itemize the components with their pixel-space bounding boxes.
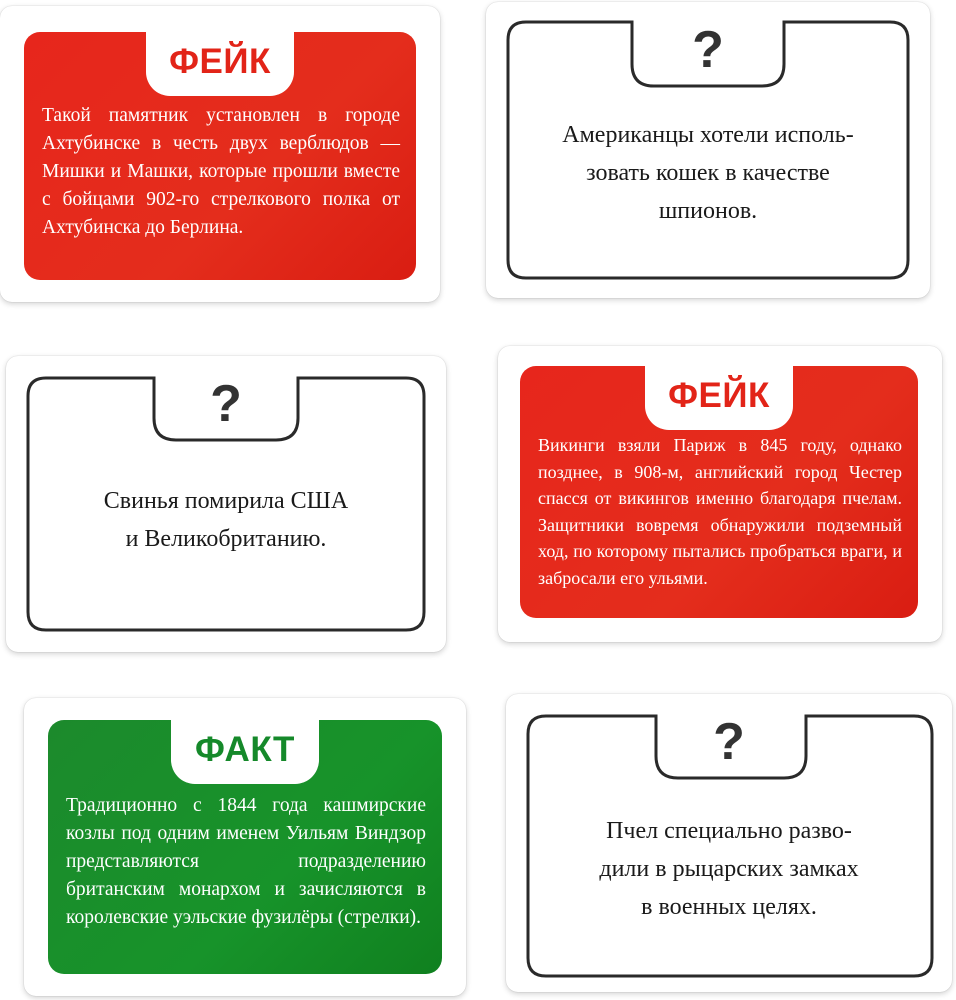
question-mark-icon: ?: [692, 21, 724, 79]
question-mark-icon: ?: [713, 713, 745, 771]
answer-panel: [48, 720, 442, 974]
card-answer-text: Традиционно с 1844 года кашмирские козлы под одним именем Уильям Виндзор представляются подразделению британским монархом и зачисляются в королевские уэльские фузилёры (стрелки).: [66, 795, 426, 928]
question-mark-icon: ?: [210, 375, 242, 433]
card-fake-vikings: [498, 346, 942, 642]
card-question-text: Пчел специально разво- дили в рыцарских замках в военных целях.: [599, 818, 859, 920]
card-answer-text: Викинги взяли Париж в 845 году, однако позднее, в 908-м, английский город Честер спасся от викингов именно благодаря пчелам. Защитники вовремя обнаружили подземный ход, по которому пытались пробраться враги, и забросали его ульями.: [538, 435, 902, 588]
card-answer-text: Такой памятник установлен в городе Ахтубинске в честь двух верблюдов — Мишки и Машки, которые прошли вместе с бойцами 902-го стрелкового полка от Ахтубинска до Берлина.: [42, 105, 400, 238]
card-question-text: Свинья помирила США и Великобританию.: [103, 488, 349, 552]
card-fake-camels: [0, 6, 440, 302]
card-question-cats: [486, 2, 930, 298]
card-label-badge: ФЕЙК: [645, 362, 793, 430]
card-label-badge: ФЕЙК: [146, 28, 294, 96]
card-question-pig: [6, 356, 446, 652]
card-label-badge: ФАКТ: [171, 716, 319, 784]
answer-panel: [24, 32, 416, 280]
card-question-bees: [506, 694, 952, 992]
card-question-text: Американцы хотели исполь- зовать кошек в качестве шпионов.: [562, 122, 854, 224]
answer-panel: [520, 366, 918, 618]
card-fact-goats: [24, 698, 466, 996]
